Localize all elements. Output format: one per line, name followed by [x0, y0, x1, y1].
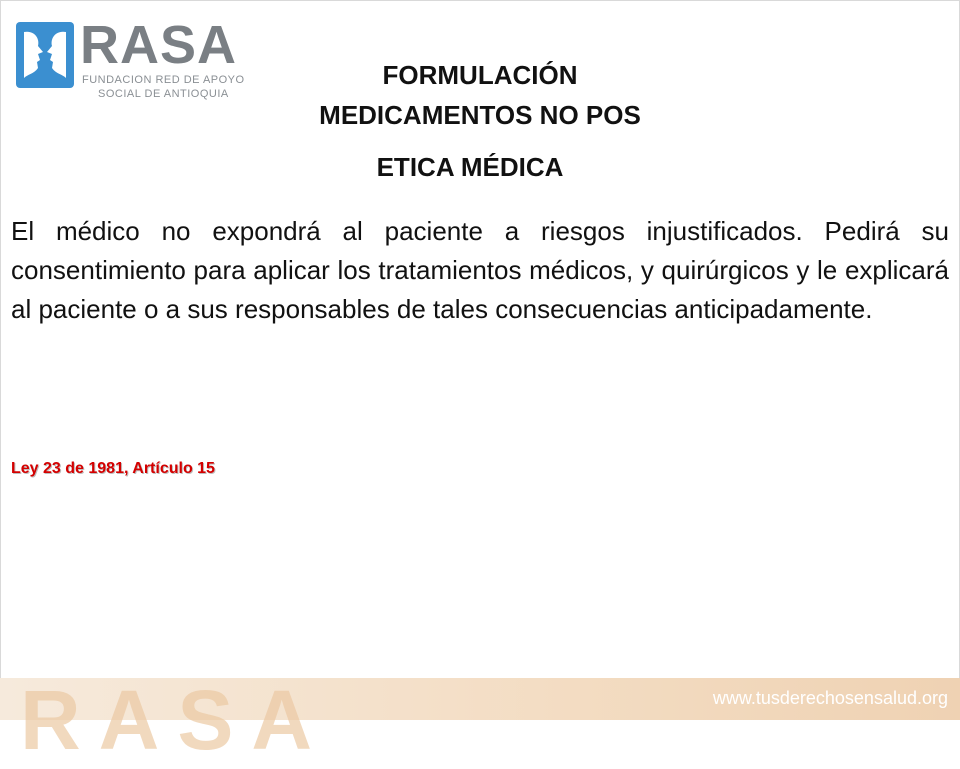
section-subtitle: ETICA MÉDICA — [376, 152, 564, 182]
footer-url: www.tusderechosensalud.org — [712, 688, 948, 708]
footer-watermark: RASA — [20, 673, 331, 767]
footer-bar — [0, 673, 960, 767]
body-paragraph: El médico no expondrá al paciente a riesgos injustificados. Pedirá su consentimiento para aplicar los tratamientos médicos, y quirúrgicos y le explicará al paciente o a sus responsables de tales consecuencias anticipadamente. — [11, 216, 949, 324]
slide-title-line-2: MEDICAMENTOS NO POS — [319, 100, 641, 130]
slide-title-line-1: FORMULACIÓN — [382, 60, 578, 90]
logo-tagline-2: SOCIAL DE ANTIOQUIA — [98, 88, 229, 100]
law-citation: Ley 23 de 1981, Artículo 15 — [11, 460, 215, 477]
logo-tagline-1: FUNDACION RED DE APOYO — [82, 74, 245, 86]
logo-brand-text: RASA — [80, 15, 238, 75]
